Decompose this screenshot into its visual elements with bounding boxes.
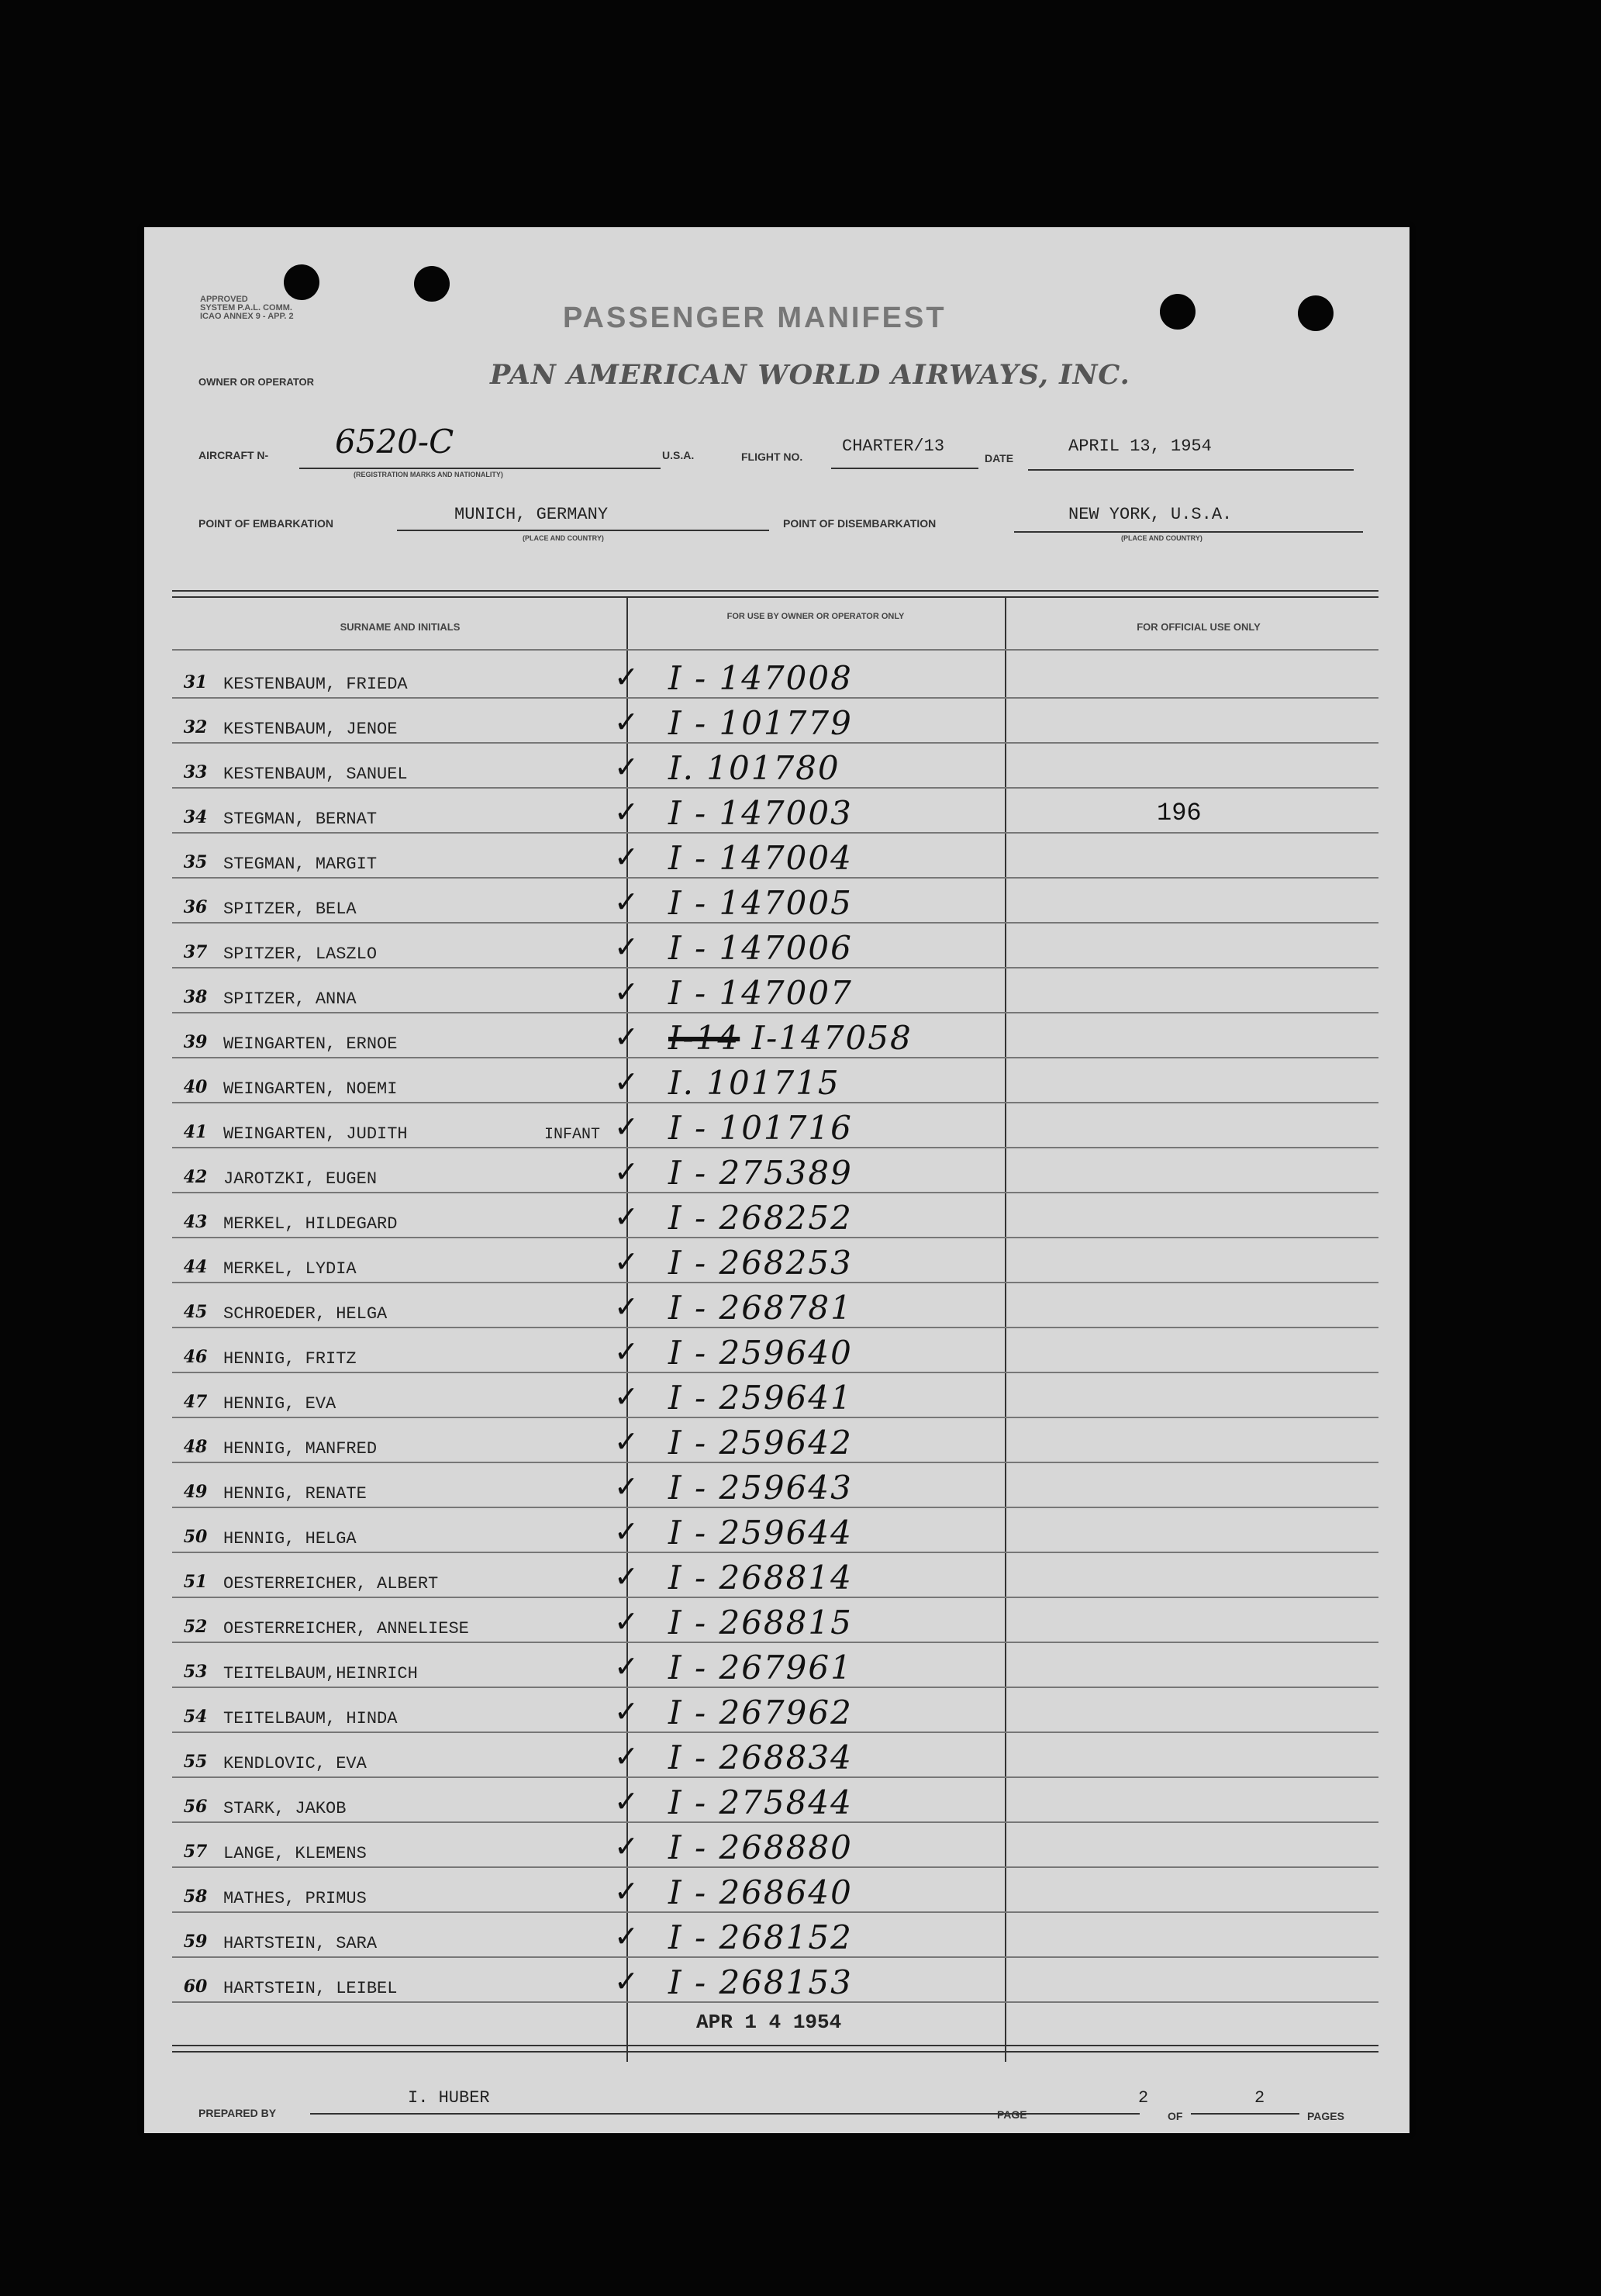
table-row [172, 1821, 1378, 1868]
date-stamp: APR 1 4 1954 [696, 2011, 842, 2034]
column-header-official: FOR OFFICIAL USE ONLY [1137, 621, 1261, 633]
passenger-name: KESTENBAUM, JENOE [223, 720, 398, 739]
document-number [668, 794, 853, 832]
table-row [172, 1327, 1378, 1373]
document-number [668, 1918, 853, 1956]
passenger-name: JAROTZKI, EUGEN [223, 1169, 378, 1189]
disembark-sub: (PLACE AND COUNTRY) [1121, 534, 1202, 542]
document-number [668, 1694, 853, 1731]
row-number: 56 [183, 1797, 208, 1817]
document-number [668, 704, 853, 742]
document-number-value: I - 101779 [668, 704, 853, 742]
passenger-name: HENNIG, EVA [223, 1394, 336, 1414]
flight-label: FLIGHT NO. [741, 451, 803, 463]
check-mark-icon: ✓ [614, 1829, 639, 1863]
document-number [668, 1649, 853, 1687]
passenger-name: KESTENBAUM, SANUEL [223, 765, 408, 784]
row-number: 53 [183, 1662, 208, 1682]
page-label: PAGE [997, 2108, 1027, 2121]
check-mark-icon: ✓ [614, 1469, 639, 1504]
aircraft-label: AIRCRAFT N- [198, 449, 269, 461]
passenger-name: SPITZER, LASZLO [223, 944, 378, 964]
document-number [668, 1109, 853, 1147]
row-number: 37 [183, 942, 208, 962]
document-number-value: I - 268640 [668, 1873, 853, 1911]
table-bottom-rule [172, 2045, 1378, 2053]
check-mark-icon: ✓ [614, 1919, 639, 1953]
document-number-value: I - 268153 [668, 1963, 853, 2001]
embark-sub: (PLACE AND COUNTRY) [523, 534, 604, 542]
document-number-value: I - 268253 [668, 1244, 853, 1282]
document-number [668, 1559, 853, 1597]
row-number: 60 [183, 1977, 208, 1997]
header-divider [172, 649, 1378, 651]
row-number: 47 [183, 1392, 208, 1412]
document-number-value: I - 275844 [668, 1783, 853, 1821]
table-row [172, 1012, 1378, 1058]
passenger-name: STEGMAN, MARGIT [223, 855, 378, 874]
row-number: 41 [183, 1122, 208, 1142]
row-number: 55 [183, 1752, 208, 1772]
table-row [172, 1237, 1378, 1283]
embark-value: MUNICH, GERMANY [454, 505, 609, 524]
passenger-name: OESTERREICHER, ALBERT [223, 1574, 439, 1593]
passenger-name: MERKEL, HILDEGARD [223, 1214, 398, 1234]
embark-underline [397, 530, 769, 531]
check-mark-icon: ✓ [614, 660, 639, 694]
passenger-name: SPITZER, BELA [223, 899, 357, 919]
row-number: 58 [183, 1887, 208, 1907]
document-number-value: I - 147006 [668, 929, 853, 967]
document-number [668, 884, 853, 922]
row-number: 59 [183, 1932, 208, 1952]
document-number-value: I - 259642 [668, 1424, 853, 1462]
passenger-name: SPITZER, ANNA [223, 989, 357, 1009]
document-number [668, 1604, 853, 1642]
row-number: 43 [183, 1212, 208, 1232]
passenger-name: HARTSTEIN, SARA [223, 1934, 378, 1953]
date-value: APRIL 13, 1954 [1068, 437, 1212, 456]
document-number-value: I - 147004 [668, 839, 853, 877]
row-number: 46 [183, 1347, 208, 1367]
document-number [668, 1154, 853, 1192]
table-row [172, 967, 1378, 1013]
page-value: 2 [1138, 2088, 1149, 2108]
table-row [172, 1057, 1378, 1103]
table-row [172, 1192, 1378, 1238]
document-number-value: I - 268152 [668, 1918, 853, 1956]
of-label: OF [1168, 2110, 1183, 2122]
table-row [172, 1147, 1378, 1193]
document-number-value: I - 268815 [668, 1604, 853, 1642]
passenger-name: WEINGARTEN, ERNOE [223, 1034, 398, 1054]
passenger-name: STARK, JAKOB [223, 1799, 347, 1818]
table-row [172, 1956, 1378, 2003]
check-mark-icon: ✓ [614, 1424, 639, 1459]
row-number: 40 [183, 1077, 208, 1097]
passenger-name: WEINGARTEN, JUDITH [223, 1124, 408, 1144]
document-number-value: I-147058 [751, 1019, 913, 1057]
table-row [172, 1642, 1378, 1688]
table-row [172, 1687, 1378, 1733]
table-row [172, 652, 1378, 699]
table-row [172, 922, 1378, 968]
table-row [172, 1507, 1378, 1553]
document-number [668, 1828, 853, 1866]
prepared-value: I. HUBER [408, 2088, 490, 2108]
punch-hole [1160, 294, 1196, 330]
passenger-name: TEITELBAUM, HINDA [223, 1709, 398, 1728]
document-number-value: I - 147005 [668, 884, 853, 922]
flight-value: CHARTER/13 [842, 437, 945, 456]
check-mark-icon: ✓ [614, 1604, 639, 1638]
passenger-name: MATHES, PRIMUS [223, 1889, 367, 1908]
date-underline [1028, 469, 1354, 471]
document-number [668, 974, 853, 1012]
table-row [172, 1372, 1378, 1418]
official-value: 196 [1157, 799, 1202, 827]
table-row [172, 877, 1378, 924]
document-number-value: I. 101780 [668, 749, 840, 787]
document-number [668, 1064, 840, 1102]
check-mark-icon: ✓ [614, 1964, 639, 1998]
document-number [668, 1019, 913, 1057]
check-mark-icon: ✓ [614, 1379, 639, 1414]
table-row [172, 1462, 1378, 1508]
column-header-owner: FOR USE BY OWNER OR OPERATOR ONLY [726, 612, 905, 621]
document-number-value: I - 267961 [668, 1649, 853, 1687]
check-mark-icon: ✓ [614, 1874, 639, 1908]
passenger-name: HENNIG, HELGA [223, 1529, 357, 1549]
passenger-name: KENDLOVIC, EVA [223, 1754, 367, 1773]
check-mark-icon: ✓ [614, 1245, 639, 1279]
column-header-surname: SURNAME AND INITIALS [340, 621, 461, 633]
check-mark-icon: ✓ [614, 1200, 639, 1234]
manifest-sheet [144, 227, 1410, 2133]
table-row [172, 787, 1378, 834]
row-number: 35 [183, 852, 208, 872]
table-top-rule [172, 590, 1378, 598]
of-underline [1191, 2113, 1299, 2115]
passenger-name: HENNIG, RENATE [223, 1484, 367, 1504]
document-number [668, 1514, 853, 1552]
check-mark-icon: ✓ [614, 930, 639, 964]
aircraft-underline [299, 468, 661, 469]
row-number: 36 [183, 897, 208, 917]
document-number [668, 1963, 853, 2001]
check-mark-icon: ✓ [614, 975, 639, 1009]
document-number [668, 1289, 853, 1327]
table-row [172, 1776, 1378, 1823]
passenger-name: KESTENBAUM, FRIEDA [223, 675, 408, 694]
check-mark-icon: ✓ [614, 1155, 639, 1189]
check-mark-icon: ✓ [614, 1739, 639, 1773]
table-row [172, 1866, 1378, 1913]
row-number: 39 [183, 1032, 208, 1052]
row-number: 34 [183, 807, 208, 827]
passenger-name: WEINGARTEN, NOEMI [223, 1079, 398, 1099]
table-row [172, 1597, 1378, 1643]
row-number: 44 [183, 1257, 208, 1277]
document-number-value: I. 101715 [668, 1064, 840, 1102]
document-number-value: I - 268880 [668, 1828, 853, 1866]
document-number [668, 1334, 853, 1372]
flight-underline [831, 468, 978, 469]
punch-hole [414, 266, 450, 302]
table-row [172, 1731, 1378, 1778]
row-number: 49 [183, 1482, 208, 1502]
of-value: 2 [1254, 2088, 1265, 2108]
passenger-name: HENNIG, FRITZ [223, 1349, 357, 1369]
table-row [172, 832, 1378, 879]
document-number-value: I - 259641 [668, 1379, 853, 1417]
row-number: 32 [183, 717, 208, 737]
check-mark-icon: ✓ [614, 1065, 639, 1099]
table-row [172, 697, 1378, 744]
document-number [668, 1379, 853, 1417]
row-number: 51 [183, 1572, 208, 1592]
table-row [172, 742, 1378, 789]
document-number [668, 1783, 853, 1821]
document-number-value: I - 268252 [668, 1199, 853, 1237]
passenger-name: LANGE, KLEMENS [223, 1844, 367, 1863]
aircraft-value: 6520-C [335, 423, 454, 461]
check-mark-icon: ✓ [614, 1784, 639, 1818]
check-mark-icon: ✓ [614, 1694, 639, 1728]
document-number [668, 1469, 853, 1507]
document-number-value: I - 275389 [668, 1154, 853, 1192]
pages-label: PAGES [1307, 2110, 1344, 2122]
check-mark-icon: ✓ [614, 1020, 639, 1054]
disembark-underline [1014, 531, 1363, 533]
passenger-name: TEITELBAUM,HEINRICH [223, 1664, 418, 1683]
row-number: 33 [183, 762, 208, 782]
row-number: 52 [183, 1617, 208, 1637]
struck-number: I-14 [668, 1019, 740, 1057]
passenger-name: MERKEL, LYDIA [223, 1259, 357, 1279]
document-number [668, 1873, 853, 1911]
date-label: DATE [985, 452, 1014, 464]
disembark-value: NEW YORK, U.S.A. [1068, 505, 1233, 524]
check-mark-icon: ✓ [614, 1290, 639, 1324]
passenger-note: INFANT [544, 1126, 601, 1144]
document-number-value: I - 259644 [668, 1514, 853, 1552]
usa-label: U.S.A. [662, 449, 695, 461]
document-number [668, 1738, 853, 1776]
page-title: PASSENGER MANIFEST [563, 302, 947, 334]
check-mark-icon: ✓ [614, 1110, 639, 1144]
document-number-value: I - 267962 [668, 1694, 853, 1731]
table-row [172, 1911, 1378, 1958]
document-number [668, 749, 840, 787]
table-row [172, 1282, 1378, 1328]
document-number [668, 1244, 853, 1282]
check-mark-icon: ✓ [614, 1559, 639, 1593]
embark-label: POINT OF EMBARKATION [198, 517, 333, 530]
document-number-value: I - 268834 [668, 1738, 853, 1776]
document-number [668, 659, 853, 697]
document-number [668, 1199, 853, 1237]
passenger-name: HENNIG, MANFRED [223, 1439, 378, 1459]
passenger-name: OESTERREICHER, ANNELIESE [223, 1619, 469, 1638]
document-number-value: I - 268814 [668, 1559, 853, 1597]
row-number: 31 [183, 672, 208, 692]
row-number: 50 [183, 1527, 208, 1547]
row-number: 54 [183, 1707, 208, 1727]
document-number-value: I - 147007 [668, 974, 853, 1012]
document-number [668, 1424, 853, 1462]
table-row [172, 1552, 1378, 1598]
row-number: 48 [183, 1437, 208, 1457]
disembark-label: POINT OF DISEMBARKATION [783, 517, 937, 530]
document-number-value: I - 147008 [668, 659, 853, 697]
passenger-name: HARTSTEIN, LEIBEL [223, 1979, 398, 1998]
document-number-value: I - 259640 [668, 1334, 853, 1372]
check-mark-icon: ✓ [614, 750, 639, 784]
passenger-name: SCHROEDER, HELGA [223, 1304, 388, 1324]
check-mark-icon: ✓ [614, 705, 639, 739]
row-number: 38 [183, 987, 208, 1007]
table-row [172, 1417, 1378, 1463]
punch-hole [1298, 295, 1334, 331]
check-mark-icon: ✓ [614, 1649, 639, 1683]
table-row [172, 1102, 1378, 1148]
check-mark-icon: ✓ [614, 795, 639, 829]
row-number: 45 [183, 1302, 208, 1322]
document-number [668, 839, 853, 877]
document-number-value: I - 101716 [668, 1109, 853, 1147]
airline-name: PAN AMERICAN WORLD AIRWAYS, INC. [490, 359, 1130, 391]
document-number [668, 929, 853, 967]
row-number: 57 [183, 1842, 208, 1862]
aircraft-sub: (REGISTRATION MARKS AND NATIONALITY) [354, 471, 503, 478]
document-number-value: I - 147003 [668, 794, 853, 832]
approval-note: APPROVED SYSTEM P.A.L. COMM. ICAO ANNEX 9 - APP. 2 [200, 295, 294, 321]
row-number: 42 [183, 1167, 208, 1187]
document-number-value: I - 268781 [668, 1289, 853, 1327]
check-mark-icon: ✓ [614, 840, 639, 874]
check-mark-icon: ✓ [614, 885, 639, 919]
check-mark-icon: ✓ [614, 1514, 639, 1549]
document-number-value: I - 259643 [668, 1469, 853, 1507]
passenger-name: STEGMAN, BERNAT [223, 810, 378, 829]
owner-label: OWNER OR OPERATOR [198, 376, 315, 388]
check-mark-icon: ✓ [614, 1334, 639, 1369]
prepared-label: PREPARED BY [198, 2107, 277, 2119]
